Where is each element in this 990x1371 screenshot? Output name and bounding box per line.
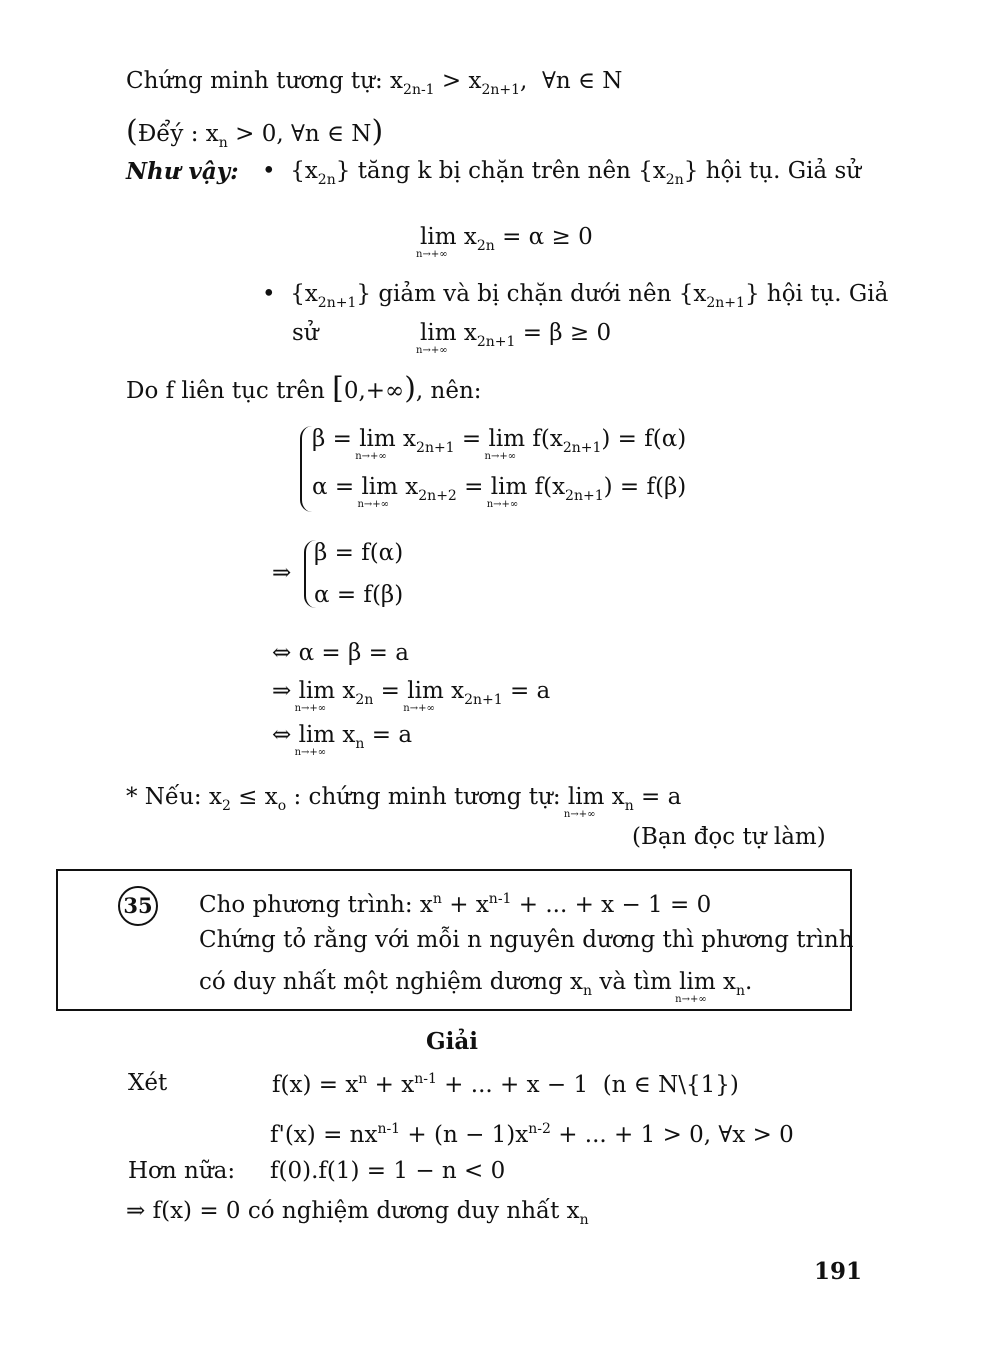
hon-nua-eq: f(0).f(1) = 1 − n < 0: [270, 1158, 506, 1184]
problem-line-3: có duy nhất một nghiệm dương $x_n$ và tìm lim n→+∞ $x_n$.: [199, 969, 753, 1005]
su-text: sử: [292, 320, 319, 346]
neu-label: * Nếu:: [126, 784, 202, 810]
limit-beta: lim n→+∞ $x_{2n+1} = \beta \ge 0$: [416, 320, 612, 356]
bullet-2-end: hội tụ. Giả: [766, 281, 889, 307]
xet-label: Xét: [128, 1070, 168, 1096]
text-line-7: Do f liên tục trên [0,+∞), nên:: [126, 371, 482, 406]
bullet-1-end: hội tụ. Giả sử: [705, 158, 862, 184]
system1-line1: β = lim n→+∞ $x_{2n+1} = \lim$ n→+∞ $f(x_{2n+1}) = f(\alpha)$: [312, 426, 687, 462]
equiv-2: ⇔ lim n→+∞ $x_n = a$: [272, 722, 413, 758]
bullet-2-text: giảm và bị chặn dưới nên: [378, 281, 672, 307]
bullet-1-text: tăng k bị chặn trên nên: [357, 158, 631, 184]
text-line-3: [126, 160, 239, 184]
solution-heading: Giải: [426, 1028, 479, 1055]
equiv-1: ⇔ α = β = a: [272, 640, 409, 666]
problem-line-3-mid: và tìm: [599, 969, 672, 995]
text-line-2: (Đểý : $x_n > 0$, ∀n ∈ N): [126, 114, 384, 151]
neu-line: * Nếu: $x_2 \le x_o$ : chứng minh tương tự: lim n→+∞ $x_n = a$: [126, 784, 682, 820]
bullet-2: • $\{x_{2n+1}\}$ giảm và bị chặn dưới nên $\{x_{2n+1}\}$ hội tụ. Giả: [262, 281, 889, 311]
problem-line-1-text: Cho phương trình:: [199, 892, 413, 918]
problem-line-1: Cho phương trình: $x^n + x^{n-1}$ + ... + x − 1 = 0: [199, 891, 712, 918]
line-7-text: Do f liên tục trên: [126, 378, 325, 404]
conclusion-text: có nghiệm dương duy nhất: [247, 1198, 560, 1224]
reader-note: [632, 826, 826, 849]
system2-line1: β = f(α): [314, 540, 404, 566]
f-derivative: $f'(x) = nx^{n-1} + (n - 1)x^{n-2}$ + ... + 1 > 0, ∀x > 0: [270, 1121, 794, 1148]
bullet-2-cont: [292, 322, 319, 345]
implies-2: ⇒ lim n→+∞ $x_{2n} = \lim$ n→+∞ $x_{2n+1} = a$: [272, 678, 551, 714]
problem-number: 35: [118, 886, 158, 926]
problem-line-2: Chứng tỏ rằng với mỗi n nguyên dương thì phương trình: [199, 927, 854, 953]
line-1-text: Chứng minh tương tự:: [126, 68, 391, 94]
line-2-text: Đểý: [137, 121, 184, 147]
hon-nua-label: Hơn nữa:: [128, 1158, 236, 1184]
implies-1: ⇒: [272, 560, 292, 586]
bullet-1: • $\{x_{2n}\}$ tăng k bị chặn trên nên $\{x_{2n}\}$ hội tụ. Giả sử: [262, 158, 862, 188]
page-number: 191: [814, 1258, 863, 1285]
system2-line2: α = f(β): [314, 582, 404, 608]
problem-line-3-text: có duy nhất một nghiệm dương: [199, 969, 563, 995]
nhu-vay-label: Như vậy:: [126, 158, 239, 185]
neu-text: : chứng minh tương tự:: [293, 784, 561, 810]
reader-text: (Bạn đọc tự làm): [632, 824, 826, 850]
f-definition: $f(x) = x^n + x^{n-1}$ + ... + x − 1 (n ∈ N\{1}): [272, 1071, 739, 1098]
conclusion-line: ⇒ f(x) = 0 có nghiệm dương duy nhất $x_n$: [126, 1198, 589, 1228]
limit-alpha: lim n→+∞ $x_{2n} = \alpha \ge 0$: [416, 224, 593, 260]
line-7-end: , nên:: [415, 378, 482, 404]
system1-line2: α = lim n→+∞ $x_{2n+2} = \lim$ n→+∞ $f(x_{2n+1}) = f(\beta)$: [312, 474, 687, 510]
text-line-1: Chứng minh tương tự: $x_{2n-1} > x_{2n+1}$, ∀n ∈ N: [126, 68, 623, 98]
